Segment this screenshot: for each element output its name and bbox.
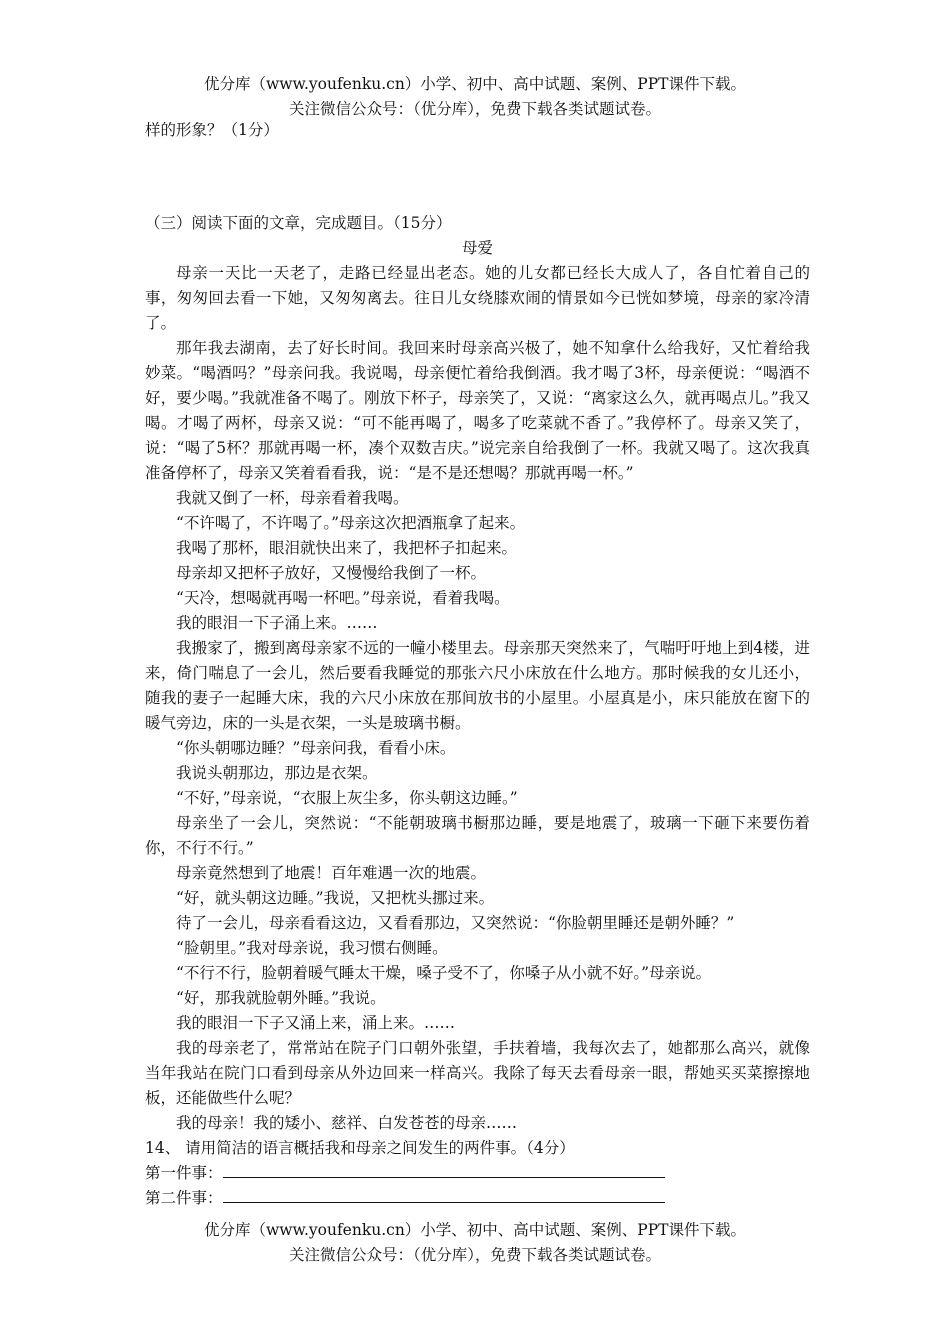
question-14: 14、 请用简洁的语言概括我和母亲之间发生的两件事。（4分） <box>145 1139 575 1157</box>
paragraph: 母亲竟然想到了地震！百年难遇一次的地震。 <box>176 864 487 882</box>
answer-label-2: 第二件事： <box>145 1189 223 1207</box>
paragraph: 我喝了那杯，眼泪就快出来了，我把杯子扣起来。 <box>176 539 518 557</box>
answer-row-1 <box>145 1161 810 1186</box>
paragraph: 我搬家了，搬到离母亲家不远的一幢小楼里去。母亲那天突然来了，气喘吁吁地上到4楼，进来，倚门喘息了一会儿，然后要看我睡觉的那张六尺小床放在什么地方。那时候我的女儿还小，随我的妻子一起睡大床，我的六尺小床放在那间放书的小屋里。小屋真是小，床只能放在窗下的暖气旁边，床的一头是衣架，一头是玻璃书橱。 <box>145 639 810 732</box>
page-footer <box>0 1218 950 1268</box>
paragraph: “脸朝里。”我对母亲说，我习惯右侧睡。 <box>176 939 448 957</box>
footer-line-2: 关注微信公众号：（优分库），免费下载各类试题试卷。 <box>288 1246 661 1264</box>
main-content <box>145 118 810 1211</box>
article-title: 母爱 <box>461 239 493 257</box>
paragraph: “不许喝了，不许喝了。”母亲这次把酒瓶拿了起来。 <box>176 514 526 532</box>
paragraph: 那年我去湖南，去了好长时间。我回来时母亲高兴极了，她不知拿什么给我好，又忙着给我妙菜。“喝酒吗？”母亲问我。我说喝，母亲便忙着给我倒酒。我才喝了3杯，母亲便说：“喝酒不好，要少喝。”我就准备不喝了。刚放下杯子，母亲笑了，又说：“离家这么久，就再喝点儿。”我又喝。才喝了两杯，母亲又说：“可不能再喝了，喝多了吃菜就不香了。”我停杯了。母亲又笑了，说：“喝了5杯？那就再喝一杯，凑个双数吉庆。”说完亲自给我倒了一杯。我就又喝了。这次我真准备停杯了，母亲又笑着看看我，说：“是不是还想喝？那就再喝一杯。” <box>145 339 810 482</box>
paragraph: 我的母亲！我的矮小、慈祥、白发苍苍的母亲…… <box>176 1114 518 1132</box>
paragraph: 母亲一天比一天老了，走路已经显出老态。她的儿女都已经长大成人了，各自忙着自己的事，匆匆回去看一下她，又匆匆离去。往日儿女绕膝欢闹的情景如今已恍如梦境，母亲的家冷清了。 <box>145 264 810 332</box>
paragraph: 我的母亲老了，常常站在院子门口朝外张望，手扶着墙，我每次去了，她都那么高兴，就像当年我站在院门口看到母亲从外边回来一样高兴。我除了每天去看母亲一眼，帮她买买菜擦擦地板，还能做些什么呢？ <box>145 1039 810 1107</box>
answer-label-1: 第一件事： <box>145 1164 223 1182</box>
article-body <box>145 261 810 1136</box>
paragraph: “好，那我就脸朝外睡。”我说。 <box>176 989 386 1007</box>
answer-blank-2[interactable] <box>223 1186 665 1203</box>
header-line-1: 优分库（www.youfenku.cn）小学、初中、高中试题、案例、PPT课件下载。 <box>203 75 747 93</box>
paragraph: 母亲却又把杯子放好，又慢慢给我倒了一杯。 <box>176 564 487 582</box>
footer-line-1: 优分库（www.youfenku.cn）小学、初中、高中试题、案例、PPT课件下载。 <box>203 1221 747 1239</box>
paragraph: “你头朝哪边睡？”母亲问我，看看小床。 <box>176 739 456 757</box>
header-line-2: 关注微信公众号：（优分库），免费下载各类试题试卷。 <box>288 100 661 118</box>
paragraph: 我的眼泪一下子又涌上来，涌上来。…… <box>176 1014 456 1032</box>
paragraph: 我说头朝那边，那边是衣架。 <box>176 764 378 782</box>
paragraph: “天冷，想喝就再喝一杯吧。”母亲说，看着我喝。 <box>176 589 510 607</box>
paragraph: 我就又倒了一杯，母亲看着我喝。 <box>176 489 409 507</box>
page-header <box>0 72 950 122</box>
paragraph: 我的眼泪一下子涌上来。…… <box>176 614 378 632</box>
paragraph: “好，就头朝这边睡。”我说，又把枕头挪过来。 <box>176 889 495 907</box>
paragraph: “不好，”母亲说，“衣服上灰尘多，你头朝这边睡。” <box>176 789 518 807</box>
paragraph: 母亲坐了一会儿，突然说：“不能朝玻璃书橱那边睡，要是地震了，玻璃一下砸下来要伤着你，不行不行。” <box>145 814 810 857</box>
paragraph: “不行不行，脸朝着暖气睡太干燥，嗓子受不了，你嗓子从小就不好。”母亲说。 <box>176 964 712 982</box>
section-heading: （三）阅读下面的文章，完成题目。（15分） <box>145 214 452 232</box>
answer-row-2 <box>145 1186 810 1211</box>
answer-blank-1[interactable] <box>223 1161 665 1178</box>
previous-question-fragment: 样的形象？（1分） <box>145 121 279 139</box>
paragraph: 待了一会儿，母亲看看这边，又看看那边，又突然说：“你脸朝里睡还是朝外睡？” <box>176 914 735 932</box>
